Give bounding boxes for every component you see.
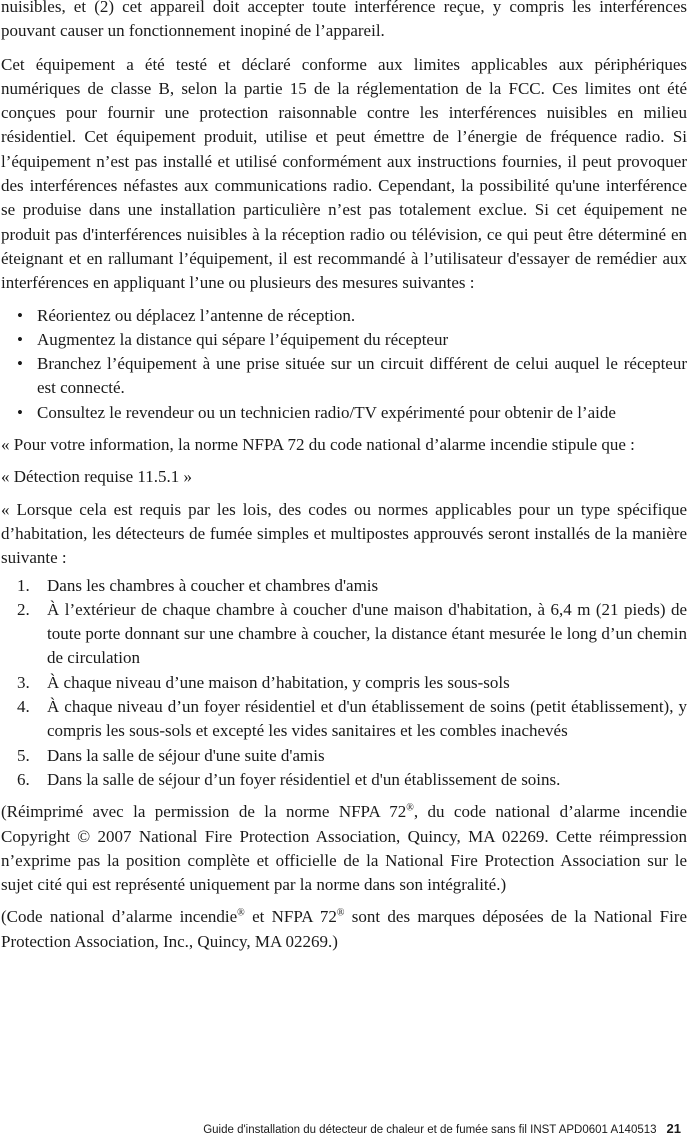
list-item-text: Augmentez la distance qui sépare l’équipement du récepteur: [37, 329, 449, 349]
nfpa-intro-paragraph: « Pour votre information, la norme NFPA 72 du code national d’alarme incendie stipule que :: [1, 435, 635, 455]
list-item: [1, 304, 687, 328]
bullet-icon: •: [17, 329, 23, 349]
page-number: 21: [666, 1121, 681, 1136]
list-item-text: À l’extérieur de chaque chambre à coucher d'une maison d'habitation, à 6,4 m (21 pieds) de toute porte donnant sur une chambre à coucher, la distance étant mesurée le long d’un chemin de circulation: [47, 599, 687, 668]
list-item-text: Dans la salle de séjour d’un foyer résidentiel et d'un établissement de soins.: [47, 769, 561, 789]
list-item-number: 6.: [17, 769, 30, 789]
list-item-text: Consultez le revendeur ou un technicien radio/TV expérimenté pour obtenir de l’aide: [37, 402, 616, 422]
list-item-number: 4.: [17, 697, 30, 717]
list-item-text: À chaque niveau d’un foyer résidentiel et d'un établissement de soins (petit établissement), y compris les sous-sols et excepté les vides sanitaires et les combles inachevés: [47, 697, 687, 741]
trademark-notice-paragraph: (Code national d’alarme incendie® et NFPA 72® sont des marques déposées de la National Fire Protection Association, Inc., Quincy, MA 02269.): [1, 907, 687, 951]
page-footer: [203, 1121, 681, 1136]
detector-locations-list: [1, 574, 687, 793]
list-item: [1, 744, 687, 768]
list-item-number: 2.: [17, 599, 30, 619]
list-item: [1, 695, 687, 744]
list-item-text: Branchez l’équipement à une prise située sur un circuit différent de celui auquel le récepteur est connecté.: [37, 354, 687, 398]
interference-measures-list: [1, 304, 687, 425]
registered-mark: ®: [237, 907, 245, 919]
list-item-number: 1.: [17, 575, 30, 595]
list-item-number: 5.: [17, 745, 30, 765]
list-item-text: Dans la salle de séjour d'une suite d'amis: [47, 745, 325, 765]
list-item: [1, 328, 687, 352]
intro-continuation-paragraph: nuisibles, et (2) cet appareil doit accepter toute interférence reçue, y compris les interférences pouvant causer un fonctionnement inopiné de l’appareil.: [1, 0, 687, 41]
section-reference: « Détection requise 11.5.1 »: [1, 467, 193, 487]
bullet-icon: •: [17, 305, 23, 325]
bullet-icon: •: [17, 354, 23, 374]
list-item: [1, 401, 687, 425]
reprint-notice-paragraph: (Réimprimé avec la permission de la norme NFPA 72®, du code national d’alarme incendie Copyright © 2007 National Fire Protection Association, Quincy, MA 02269. Cette réimpression n’exprime pas la position complète et officielle de la National Fire Protection Association sur le sujet cité qui est représenté uniquement par la norme dans son intégralité.): [1, 802, 687, 895]
list-item: [1, 574, 687, 598]
list-item-text: Dans les chambres à coucher et chambres d'amis: [47, 575, 379, 595]
registered-mark: ®: [336, 907, 345, 919]
list-item: [1, 768, 687, 792]
list-item-text: Réorientez ou déplacez l’antenne de réception.: [37, 305, 356, 325]
footer-guide-title: Guide d'installation du détecteur de chaleur et de fumée sans fil INST APD0601 A140513: [203, 1124, 657, 1136]
list-item-number: 3.: [17, 672, 30, 692]
fcc-compliance-paragraph: Cet équipement a été testé et déclaré conforme aux limites applicables aux périphériques numériques de classe B, selon la partie 15 de la réglementation de la FCC. Ces limites ont été conçues pour fournir une protection raisonnable contre les interférences nuisibles en milieu résidentiel. Cet équipement produit, utilise et peut émettre de l’énergie de fréquence radio. Si l’équipement n’est pas installé et utilisé conformément aux instructions fournies, il peut provoquer des interférences néfastes aux communications radio. Cependant, la possibilité qu'une interférence se produise dans une installation particulière n’est pas totalement exclue. Si cet équipement ne produit pas d'interférences nuisibles à la réception radio ou télévision, ce qui peut être déterminé en éteignant et en rallumant l’équipement, il est recommandé à l’utilisateur d'essayer de remédier aux interférences en appliquant l’une ou plusieurs des mesures suivantes :: [1, 54, 687, 293]
bullet-icon: •: [17, 402, 23, 422]
list-item: [1, 598, 687, 671]
list-item-text: À chaque niveau d’une maison d’habitation, y compris les sous-sols: [47, 672, 510, 692]
requirement-intro-paragraph: « Lorsque cela est requis par les lois, des codes ou normes applicables pour un type spécifique d’habitation, les détecteurs de fumée simples et multipostes approuvés seront installés de la manière suivante :: [1, 499, 687, 568]
list-item: [1, 671, 687, 695]
registered-mark: ®: [406, 802, 414, 814]
list-item: [1, 352, 687, 401]
